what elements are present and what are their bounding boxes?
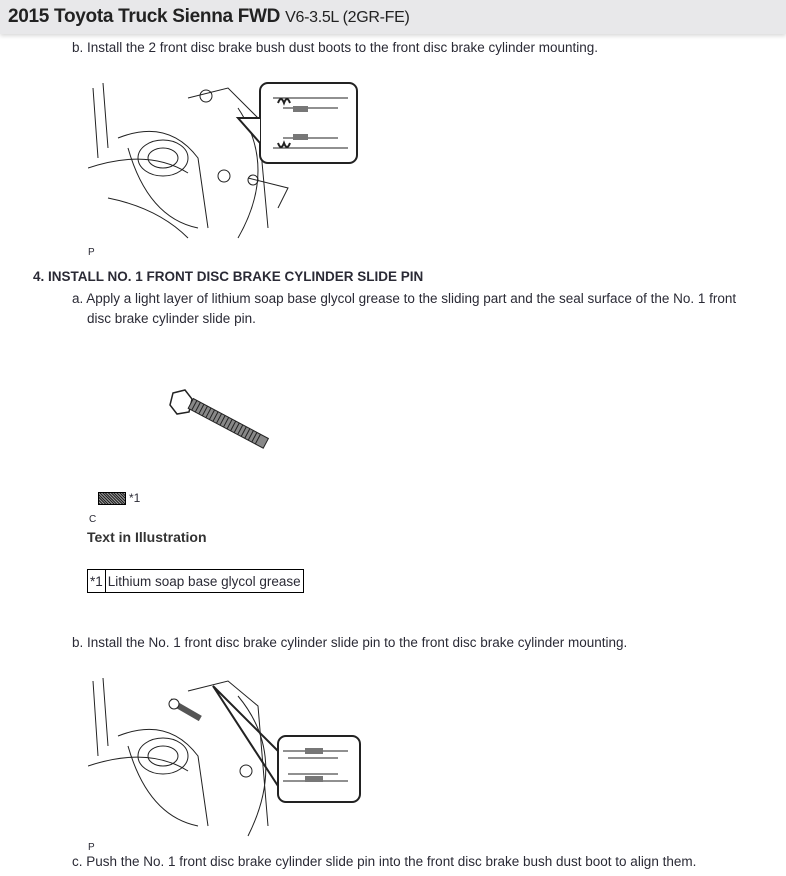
table-row (88, 570, 304, 593)
step-a-line1: a. Apply a light layer of lithium soap base glycol grease to the sliding part and the seal surface of the No. 1 front (72, 291, 737, 306)
legend-key: *1 (88, 570, 106, 593)
figure-code: P (88, 842, 95, 853)
step-a-line2: disc brake cylinder slide pin. (87, 311, 256, 326)
step-b-slide-pin: b. Install the No. 1 front disc brake cylinder slide pin to the front disc brake cylinder mounting. (72, 635, 628, 650)
text-in-illustration-heading: Text in Illustration (87, 529, 207, 545)
figure-code: P (88, 247, 95, 258)
brake-illustration-slide-pin (88, 676, 363, 841)
page-title (8, 6, 410, 28)
illustration-legend-table (87, 569, 304, 593)
legend-value: Lithium soap base glycol grease (105, 570, 303, 593)
step-b-dust-boots: b. Install the 2 front disc brake bush dust boots to the front disc brake cylinder mounting. (72, 40, 599, 55)
page-header (0, 0, 786, 34)
vehicle-title: 2015 Toyota Truck Sienna FWD (8, 6, 281, 27)
brake-illustration-dust-boots (88, 78, 363, 248)
engine-subtitle: V6-3.5L (2GR-FE) (285, 9, 410, 26)
step-4-heading: 4. INSTALL NO. 1 FRONT DISC BRAKE CYLINDER SLIDE PIN (33, 269, 424, 284)
slide-pin-illustration (165, 385, 285, 450)
figure-code: C (89, 514, 97, 525)
step-c-push-pin: c. Push the No. 1 front disc brake cylinder slide pin into the front disc brake bush dust boot to align them. (72, 854, 697, 869)
legend-mark: *1 (129, 491, 141, 505)
grease-legend-swatch (98, 492, 126, 505)
